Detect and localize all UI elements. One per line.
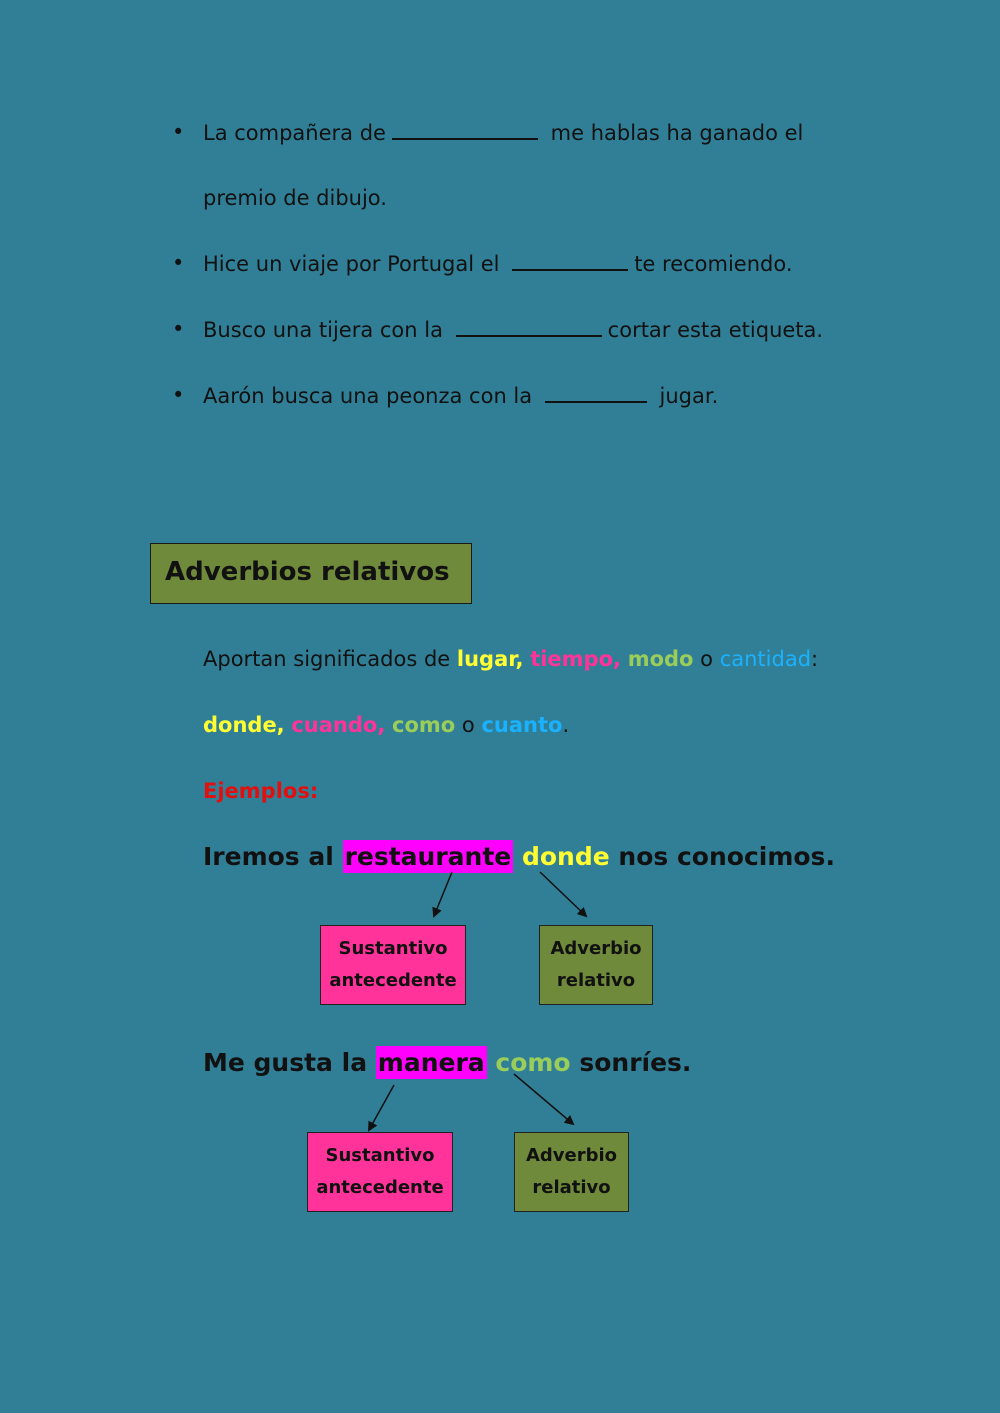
exercise-text-before: Aarón busca una peonza con la — [203, 384, 533, 408]
adverbs-period: . — [562, 713, 570, 737]
label-line: Adverbio — [525, 1145, 618, 1166]
intro-colon: : — [811, 647, 819, 671]
label-line: Sustantivo — [338, 938, 448, 959]
meaning-modo: modo — [627, 647, 694, 671]
examples-label: Ejemplos: — [203, 779, 319, 803]
conjunction-o: o — [700, 647, 714, 671]
section-title: Adverbios relativos — [165, 557, 450, 587]
arrow-icon — [514, 1074, 573, 1124]
meaning-lugar: lugar, — [456, 647, 524, 671]
bullet-icon: • — [172, 120, 185, 144]
bullet-icon: • — [172, 317, 185, 341]
sentence-after: sonríes. — [579, 1048, 692, 1077]
exercise-text-after: te recomiendo. — [634, 252, 793, 276]
exercise-text-after: jugar. — [659, 384, 719, 408]
exercise-text-after: cortar esta etiqueta. — [607, 318, 824, 342]
relative-adverb: como — [495, 1048, 571, 1077]
adverb-cuando: cuando, — [291, 713, 386, 737]
label-line: relativo — [532, 1177, 611, 1198]
exercise-text-after: me hablas ha ganado el — [550, 121, 804, 145]
sentence-after: nos conocimos. — [618, 842, 835, 871]
adverb-cuanto: cuanto — [481, 713, 563, 737]
adverb-como: como — [392, 713, 456, 737]
label-line: relativo — [556, 970, 636, 991]
meaning-tiempo: tiempo, — [530, 647, 621, 671]
label-line: Sustantivo — [325, 1145, 435, 1166]
bullet-icon: • — [172, 383, 185, 407]
antecedent-noun: restaurante — [344, 842, 512, 871]
label-line: antecedente — [329, 970, 457, 991]
exercise-text-before: Busco una tijera con la — [203, 318, 443, 342]
label-line: antecedente — [316, 1177, 444, 1198]
arrow-icon — [540, 872, 586, 916]
meaning-cantidad: cantidad — [719, 647, 812, 671]
adverb-donde: donde, — [203, 713, 285, 737]
exercise-text-before: La compañera de — [203, 121, 386, 145]
bullet-icon: • — [172, 251, 185, 275]
sentence-before: Iremos al — [203, 842, 334, 871]
label-line: Adverbio — [550, 938, 642, 959]
sentence-before: Me gusta la — [203, 1048, 368, 1077]
relative-adverb: donde — [521, 842, 610, 871]
exercise-continuation: premio de dibujo. — [203, 186, 387, 210]
exercise-text-before: Hice un viaje por Portugal el — [203, 252, 500, 276]
arrow-icon — [434, 872, 452, 916]
arrow-icon — [369, 1085, 394, 1130]
conjunction-o: o — [461, 713, 475, 737]
antecedent-noun: manera — [377, 1048, 485, 1077]
intro-prefix: Aportan significados de — [203, 647, 451, 671]
